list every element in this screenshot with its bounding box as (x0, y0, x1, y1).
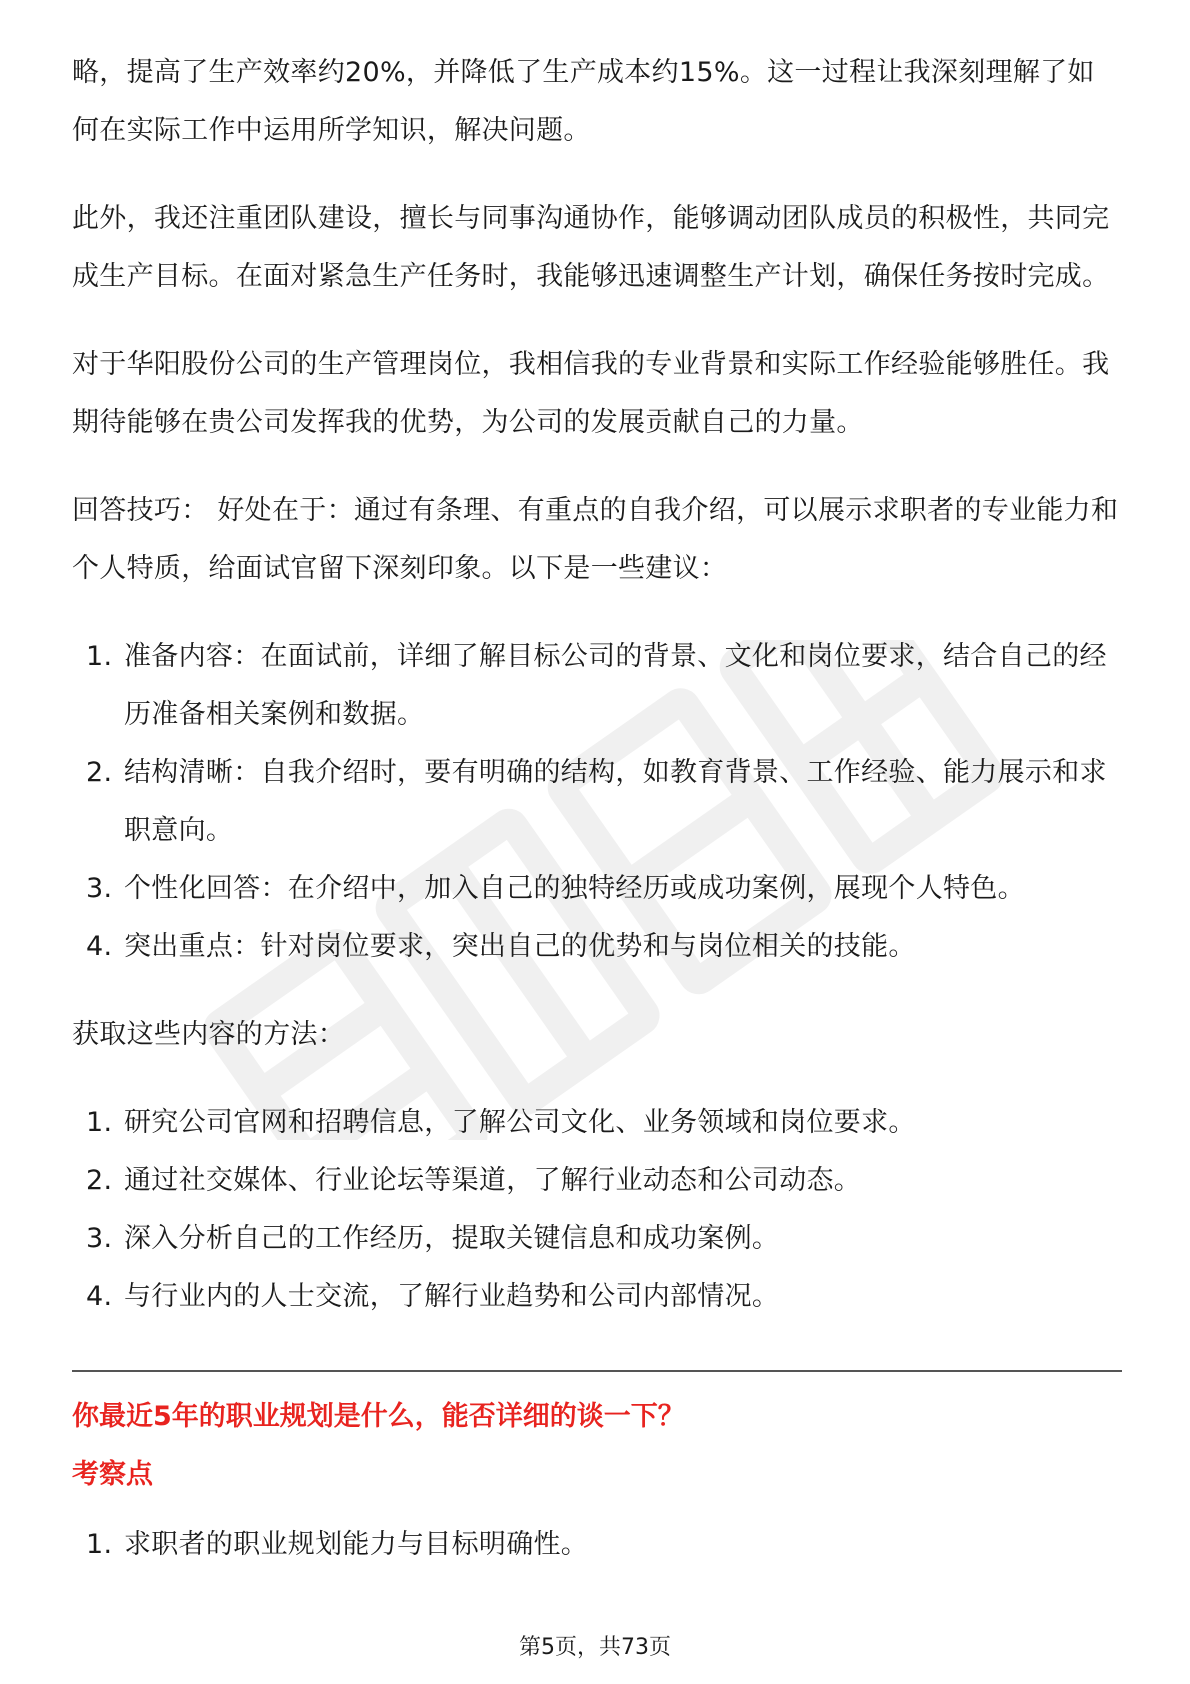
list-item (72, 1210, 1122, 1268)
list-item-text: 通过社交媒体、行业论坛等渠道，了解行业动态和公司动态。 (124, 1165, 862, 1196)
question-subtitle: 考察点 (72, 1459, 153, 1490)
document-content (72, 44, 1122, 1604)
paragraph-answer-tips: 回答技巧： 好处在于：通过有条理、有重点的自我介绍，可以展示求职者的专业能力和个人特质，给面试官留下深刻印象。以下是一些建议： (72, 495, 1119, 584)
list-item-text: 求职者的职业规划能力与目标明确性。 (124, 1529, 589, 1560)
list-item-number: 3. (86, 873, 113, 904)
list-item-text: 深入分析自己的工作经历，提取关键信息和成功案例。 (124, 1223, 780, 1254)
question-title: 你最近5年的职业规划是什么，能否详细的谈一下？ (72, 1401, 685, 1432)
list-item (72, 1152, 1122, 1210)
list-item-number: 4. (86, 931, 113, 962)
list-item-number: 3. (86, 1223, 113, 1254)
list-item-number: 4. (86, 1281, 113, 1312)
paragraph-position-fit: 对于华阳股份公司的生产管理岗位，我相信我的专业背景和实际工作经验能够胜任。我期待能够在贵公司发挥我的优势，为公司的发展贡献自己的力量。 (72, 349, 1110, 438)
list-item-text: 个性化回答：在介绍中，加入自己的独特经历或成功案例，展现个人特色。 (124, 873, 1025, 904)
list-item (72, 860, 1122, 918)
paragraph-methods-heading: 获取这些内容的方法： (72, 1019, 345, 1050)
list-item-text: 突出重点：针对岗位要求，突出自己的优势和与岗位相关的技能。 (124, 931, 916, 962)
page-footer: 第5页，共73页 (519, 1635, 671, 1660)
list-item (72, 1516, 1122, 1574)
paragraph-teamwork: 此外，我还注重团队建设，擅长与同事沟通协作，能够调动团队成员的积极性，共同完成生产目标。在面对紧急生产任务时，我能够迅速调整生产计划，确保任务按时完成。 (72, 203, 1110, 292)
list-item-text: 结构清晰：自我介绍时，要有明确的结构，如教育背景、工作经验、能力展示和求职意向。 (124, 757, 1107, 846)
section-divider (72, 1370, 1122, 1372)
checkpoints-list (72, 1516, 1122, 1574)
list-item-number: 1. (86, 1529, 113, 1560)
tips-list (72, 628, 1122, 976)
methods-list (72, 1094, 1122, 1326)
list-item-number: 1. (86, 1107, 113, 1138)
list-item (72, 1094, 1122, 1152)
list-item-number: 2. (86, 1165, 113, 1196)
list-item (72, 628, 1122, 744)
paragraph-experience-result: 略，提高了生产效率约20%，并降低了生产成本约15%。这一过程让我深刻理解了如何在实际工作中运用所学知识，解决问题。 (72, 57, 1095, 146)
list-item-text: 准备内容：在面试前，详细了解目标公司的背景、文化和岗位要求，结合自己的经历准备相关案例和数据。 (124, 641, 1107, 730)
list-item-text: 与行业内的人士交流，了解行业趋势和公司内部情况。 (124, 1281, 780, 1312)
list-item-number: 2. (86, 757, 113, 788)
list-item (72, 1268, 1122, 1326)
list-item (72, 918, 1122, 976)
list-item-text: 研究公司官网和招聘信息，了解公司文化、业务领域和岗位要求。 (124, 1107, 916, 1138)
list-item (72, 744, 1122, 860)
list-item-number: 1. (86, 641, 113, 672)
